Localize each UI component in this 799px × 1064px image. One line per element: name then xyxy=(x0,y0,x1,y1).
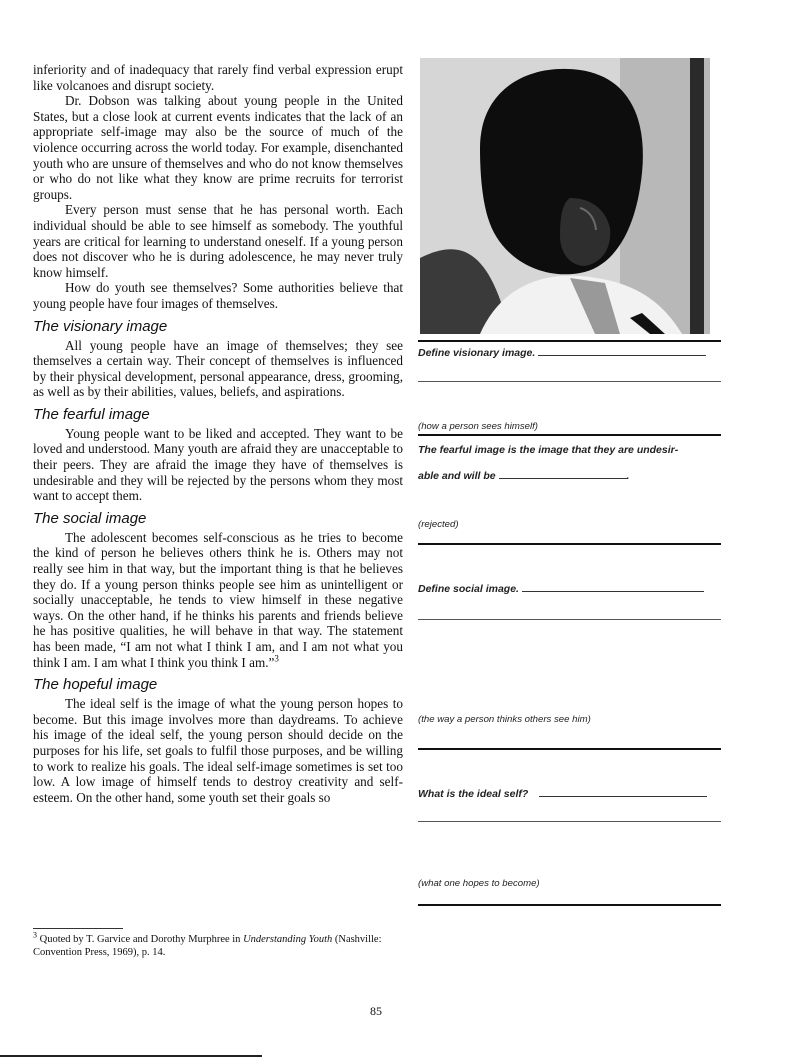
page-number: 85 xyxy=(370,1004,382,1018)
answer-blank-visionary[interactable] xyxy=(538,355,706,356)
paragraph-hopeful: The ideal self is the image of what the young person hopes to become. But this image involves more than daydreams. To achieve his image of the ideal self, the young person should decide on the purposes for his life, set goals to fulfil those purposes, and be willing to work to realize his goals. The ideal self-image sometimes is set too low. A low image of himself tends to destroy creativity and self-esteem. On the other hand, some youth set their goals so xyxy=(33,696,403,805)
divider-rule xyxy=(418,340,721,342)
divider-rule xyxy=(418,434,721,436)
divider-rule xyxy=(418,543,721,545)
footnote-text-after: (Nashville: Convention Press, 1969), p. 14. xyxy=(33,934,382,958)
answer-line xyxy=(418,821,721,822)
question-social-text: Define social image. xyxy=(418,583,519,595)
divider-rule xyxy=(418,904,721,906)
paragraph-visionary: All young people have an image of themselves; they see themselves a certain way. Their concept of themselves is influenced by their physical development, personal appearance, dress, grooming, as well as by their abilities, values, beliefs, and aspirations. xyxy=(33,337,403,400)
social-text: The adolescent becomes self-conscious as he tries to become the kind of person he believes others think he is. Others may not really see him in that way, but the important thing is that he believes they do. If a young person thinks people see him as unintelligent or socially unacceptable, he tends to view himself in these negative ways. On the other hand, if he thinks his parents and friends believe he has positive qualities, he will behave in that way. The statement has been made, “I am not what I think I am, and I am not what you think I am. I am what I think you think I am.” xyxy=(33,529,403,670)
footnote-separator xyxy=(33,928,123,929)
answer-ideal-self: (what one hopes to become) xyxy=(418,878,540,889)
question-fearful-line2 xyxy=(418,470,723,483)
answer-visionary: (how a person sees himself) xyxy=(418,421,538,432)
portrait-photo xyxy=(420,58,710,334)
question-fearful-text: able and will be xyxy=(418,470,496,482)
answer-line xyxy=(418,381,721,382)
answer-blank-ideal-self[interactable] xyxy=(539,796,707,797)
heading-fearful-image: The fearful image xyxy=(33,405,150,423)
paragraph-dobson: Dr. Dobson was talking about young people in the United States, but a close look at current events indicates that the lack of an appropriate self-image may also be the source of much of the violence occurring across the world today. For example, disenchanted youth who are unsure of themselves and who do not know themselves or who do not like what they know are prime recruits for terrorist groups. xyxy=(33,93,403,202)
heading-visionary-image: The visionary image xyxy=(33,317,168,335)
answer-social: (the way a person thinks others see him) xyxy=(418,714,591,725)
answer-line xyxy=(418,619,721,620)
question-fearful-line1: The fearful image is the image that they are undesir- xyxy=(418,444,679,456)
footnote-book-title: Understanding Youth xyxy=(243,934,333,945)
paragraph-fearful: Young people want to be liked and accepted. They want to be loved and understood. Many youth are afraid they are unacceptable to their peers. They are afraid the image they have of themselves is undesirable and they will be rejected by the persons whom they most want to accept them. xyxy=(33,425,403,504)
paragraph-social xyxy=(33,530,403,670)
footnote-text-before: Quoted by T. Garvice and Dorothy Murphree in xyxy=(37,934,244,945)
portrait-silhouette-icon xyxy=(420,58,710,334)
answer-fearful: (rejected) xyxy=(418,519,459,530)
question-fearful-end: . xyxy=(626,470,630,482)
heading-social-image: The social image xyxy=(33,509,147,527)
question-visionary xyxy=(418,347,723,360)
paragraph-four-images: How do youth see themselves? Some authorities believe that young people have four images of themselves. xyxy=(33,280,403,311)
answer-blank-social[interactable] xyxy=(522,591,704,592)
question-visionary-text: Define visionary image. xyxy=(418,347,536,359)
footnote xyxy=(33,930,403,959)
main-text-column xyxy=(33,62,403,805)
paragraph-intro: inferiority and of inadequacy that rarely find verbal expression erupt like volcanoes and disrupt society. xyxy=(33,62,403,93)
answer-blank-fearful[interactable] xyxy=(499,478,627,479)
paragraph-worth: Every person must sense that he has personal worth. Each individual should be able to see himself as somebody. The youthful years are critical for learning to understand oneself. If a young person does not discover who he is during adolescence, he may never truly know himself. xyxy=(33,202,403,280)
divider-rule xyxy=(418,748,721,750)
question-social xyxy=(418,583,723,596)
heading-hopeful-image: The hopeful image xyxy=(33,676,158,694)
bottom-scan-bar xyxy=(0,1055,262,1057)
footnote-number: 3 xyxy=(33,930,37,940)
footnote-reference: 3 xyxy=(274,653,279,664)
question-ideal-self xyxy=(418,788,723,801)
question-ideal-self-text: What is the ideal self? xyxy=(418,788,529,800)
